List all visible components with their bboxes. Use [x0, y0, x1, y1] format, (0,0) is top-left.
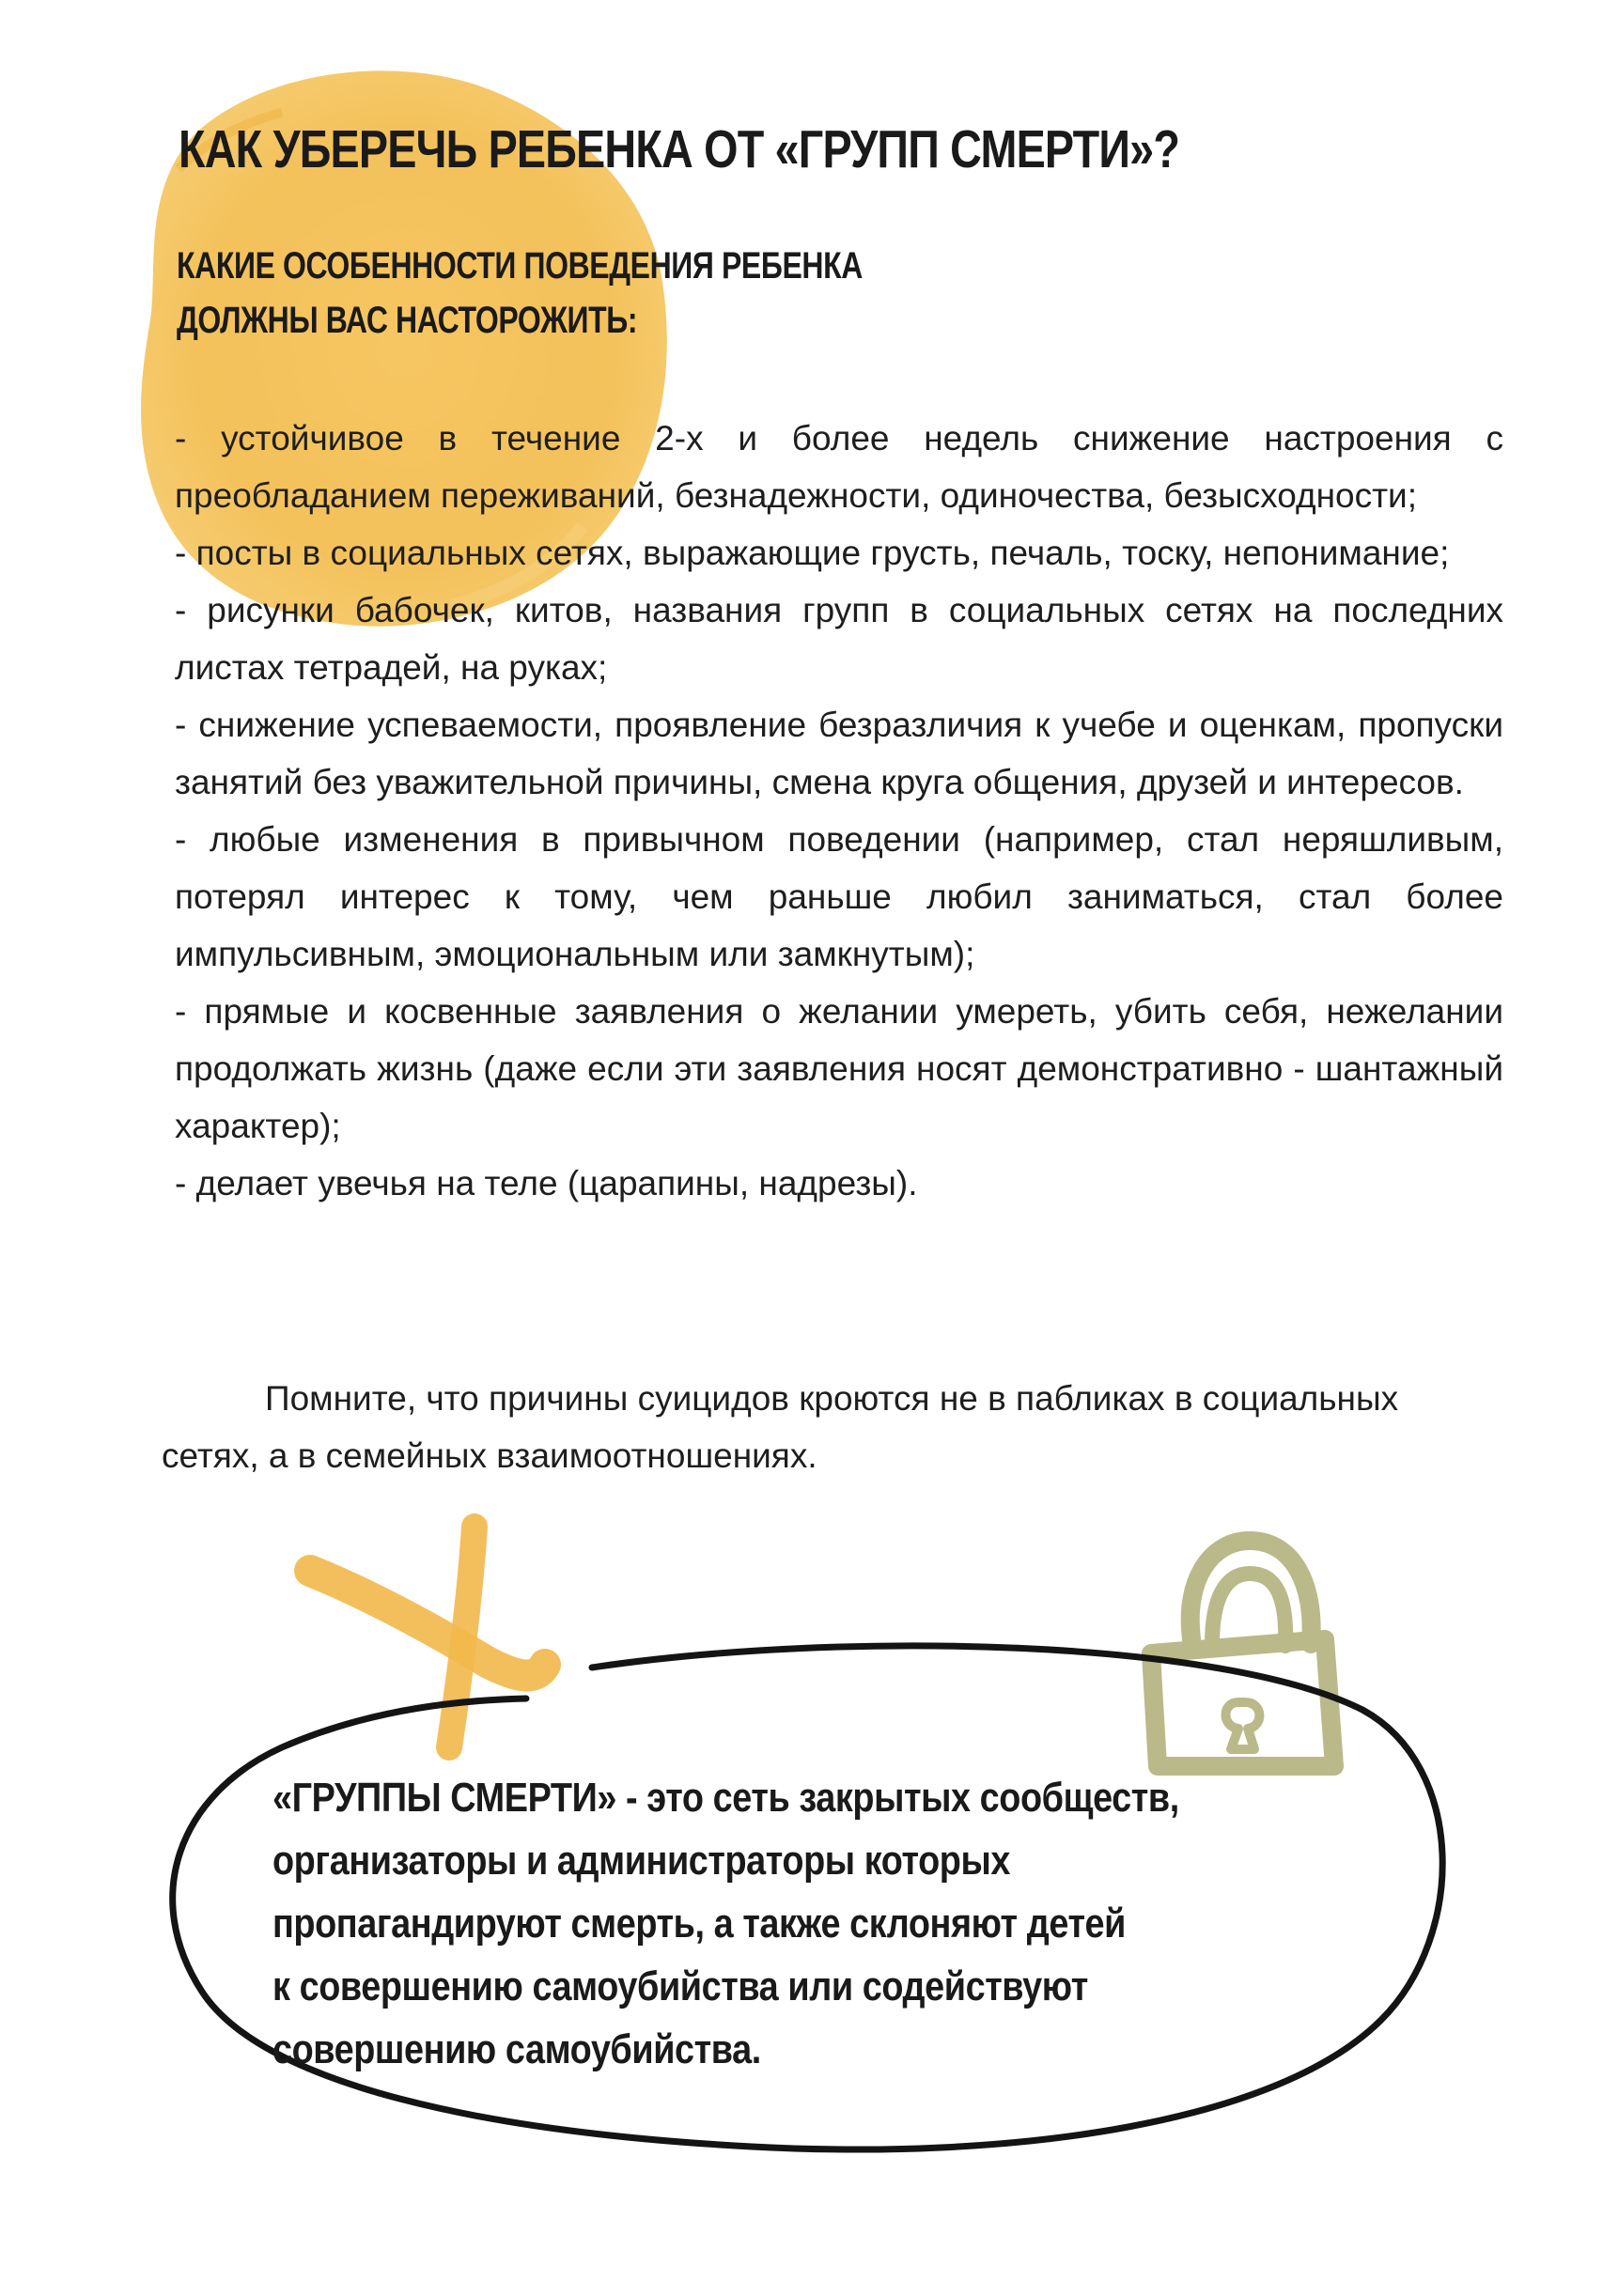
- list-item: - рисунки бабочек, китов, названия групп в социальных сетях на последних листах тетрадей, на руках;: [175, 591, 1503, 687]
- subtitle-line-1: КАКИЕ ОСОБЕННОСТИ ПОВЕДЕНИЯ РЕБЕНКА: [177, 245, 863, 287]
- definition-line-5: совершению самоубийства.: [272, 2026, 761, 2072]
- subtitle-line-2: ДОЛЖНЫ ВАС НАСТОРОЖИТЬ:: [177, 300, 638, 341]
- definition-line-4: к совершению самоубийства или содействуют: [272, 1963, 1088, 2009]
- list-item: - посты в социальных сетях, выражающие грусть, печаль, тоску, непонимание;: [175, 534, 1450, 572]
- definition-line-1: «ГРУППЫ СМЕРТИ» - это сеть закрытых сообществ,: [272, 1775, 1179, 1821]
- death-groups-definition: [272, 1766, 1179, 2081]
- padlock-icon: [1151, 1541, 1334, 1766]
- reminder-paragraph: Помните, что причины суицидов кроются не в пабликах в социальных сетях, а в семейных взаимоотношениях.: [162, 1379, 1399, 1475]
- cross-mark-icon: [310, 1527, 545, 1747]
- page-title: КАК УБЕРЕЧЬ РЕБЕНКА ОТ «ГРУПП СМЕРТИ»?: [179, 119, 1180, 179]
- list-item: - прямые и косвенные заявления о желании умереть, убить себя, нежелании продолжать жизнь (даже если эти заявления носят демонстративно - шантажный характер);: [175, 992, 1503, 1145]
- list-item: - любые изменения в привычном поведении (например, стал неряшливым, потерял интерес к тому, чем раньше любил заниматься, стал более импульсивным, эмоциональным или замкнутым);: [175, 820, 1503, 973]
- list-item: - устойчивое в течение 2-х и более недель снижение настроения с преобладанием переживаний, безнадежности, одиночества, безысходности;: [175, 419, 1503, 515]
- list-item: - делает увечья на теле (царапины, надрезы).: [175, 1164, 918, 1202]
- definition-line-2: организаторы и администраторы которых: [272, 1838, 1010, 1884]
- definition-line-3: пропагандируют смерть, а также склоняют детей: [272, 1900, 1126, 1947]
- list-item: - снижение успеваемости, проявление безразличия к учебе и оценкам, пропуски занятий без уважительной причины, смена круга общения, друзей и интересов.: [175, 706, 1503, 801]
